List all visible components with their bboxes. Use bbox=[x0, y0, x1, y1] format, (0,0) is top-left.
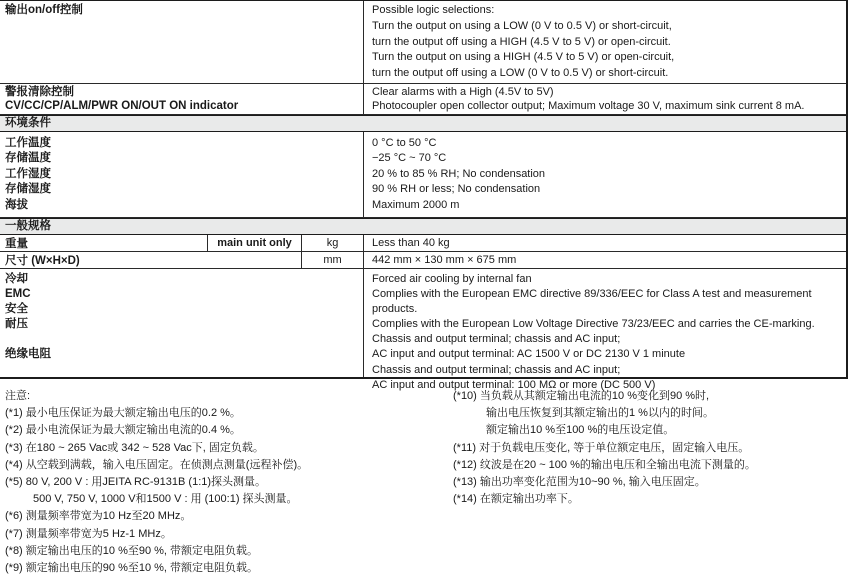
footnote: (*12) 纹波是在20 ~ 100 %的输出电压和全输出电流下测量的。 bbox=[453, 458, 756, 471]
label-text: 存储湿度 bbox=[5, 183, 51, 196]
footnote-continuation: 500 V, 750 V, 1000 V和1500 V : 用 (100:1) 探头测量。 bbox=[33, 493, 298, 506]
label-text: 工作湿度 bbox=[5, 167, 51, 180]
footnote: (*13) 输出功率变化范围为10~90 %, 输入电压固定。 bbox=[453, 476, 706, 489]
label-text: EMC bbox=[5, 288, 31, 301]
value-line: Maximum 2000 m bbox=[372, 198, 460, 211]
value-line: turn the output off using a HIGH (4.5 V to 5 V) or open-circuit. bbox=[372, 35, 671, 48]
weight-unit-text: kg bbox=[326, 237, 339, 249]
footnote: (*2) 最小电流保证为最大额定输出电流的0.4 %。 bbox=[5, 424, 241, 437]
label-text: 海拔 bbox=[5, 198, 28, 211]
label-text: 输出on/off控制 bbox=[5, 4, 83, 16]
row-label-output-control bbox=[0, 1, 364, 83]
footnote: (*5) 80 V, 200 V : 用JEITA RC-9131B (1:1)探头测量。 bbox=[5, 476, 267, 489]
value-line: 20 % to 85 % RH; No condensation bbox=[372, 167, 546, 180]
row-value-environment bbox=[364, 132, 846, 217]
label-text: 耐压 bbox=[5, 318, 28, 331]
weight-unit bbox=[302, 235, 364, 251]
value-line: 90 % RH or less; No condensation bbox=[372, 183, 541, 196]
value-line: 0 °C to 50 °C bbox=[372, 137, 437, 149]
value-line: AC input and output terminal: 100 MΩ or more (DC 500 V) bbox=[372, 378, 656, 391]
label-text bbox=[5, 363, 359, 378]
footnote: (*10) 当负载从其额定输出电流的10 %变化到90 %时, bbox=[453, 390, 710, 402]
row-value-general-block bbox=[364, 269, 846, 391]
footnote: (*1) 最小电压保证为最大额定输出电压的0.2 %。 bbox=[5, 407, 241, 420]
label-text: 存储温度 bbox=[5, 152, 51, 165]
footnote: (*11) 对于负载电压变化, 等于单位额定电压，固定输入电压。 bbox=[453, 441, 750, 454]
footnote: (*6) 测量频率带宽为10 Hz至20 MHz。 bbox=[5, 510, 192, 523]
weight-qualifier bbox=[207, 235, 302, 251]
weight-label: 重量 bbox=[5, 238, 28, 250]
footnote: (*9) 额定输出电压的90 %至10 %, 带额定电阻负载。 bbox=[5, 562, 259, 575]
value-line: Complies with the European EMC directive 89/336/EEC for Class A test and measurement products. bbox=[372, 288, 812, 316]
value-line: Complies with the European Low Voltage Directive 73/23/EEC and carries the CE-marking. bbox=[372, 318, 815, 331]
value-line: Chassis and output terminal; chassis and AC input; bbox=[372, 333, 621, 346]
row-label-environment bbox=[0, 132, 364, 217]
footnote-continuation: 输出电压恢复到其额定输出的1 %以内的时间。 bbox=[486, 407, 714, 420]
value-line: Turn the output on using a LOW (0 V to 0.5 V) or short-circuit, bbox=[372, 19, 672, 32]
footnotes-left-column bbox=[5, 388, 453, 577]
footnote: (*4) 从空载到满载，输入电压固定。在侦测点测量(远程补偿)。 bbox=[5, 458, 309, 471]
dimensions-unit bbox=[302, 252, 364, 268]
table-row-environment bbox=[0, 132, 846, 218]
footnote: (*14) 在额定输出功率下。 bbox=[453, 493, 579, 506]
label-text: 冷却 bbox=[5, 273, 28, 285]
label-text bbox=[5, 332, 359, 347]
value-line: Chassis and output terminal; chassis and AC input; bbox=[372, 363, 621, 376]
label-text: CV/CC/CP/ALM/PWR ON/OUT ON indicator bbox=[5, 99, 239, 112]
label-text: 绝缘电阻 bbox=[5, 348, 51, 361]
value-line: Photocoupler open collector output; Maximum voltage 30 V, maximum sink current 8 mA. bbox=[372, 99, 805, 112]
table-row-alarm-indicator bbox=[0, 84, 846, 115]
footnotes-right-column bbox=[453, 388, 852, 577]
table-row-output-control bbox=[0, 1, 846, 84]
label-text: 安全 bbox=[5, 303, 28, 316]
section-header-environment: 环境条件 bbox=[0, 115, 846, 132]
weight-qualifier-text: main unit only bbox=[217, 237, 292, 249]
value-line: Possible logic selections: bbox=[372, 4, 495, 16]
row-label-alarm-indicator bbox=[0, 84, 364, 114]
value-line: Forced air cooling by internal fan bbox=[372, 273, 532, 285]
section-header-general: 一般规格 bbox=[0, 218, 846, 235]
footnote: (*8) 额定输出电压的10 %至90 %, 带额定电阻负载。 bbox=[5, 544, 259, 557]
value-line: −25 °C ~ 70 °C bbox=[372, 152, 447, 165]
value-line: Turn the output on using a HIGH (4.5 V to 5 V) or open-circuit, bbox=[372, 51, 675, 64]
table-row-weight bbox=[0, 235, 846, 252]
footnotes bbox=[0, 379, 852, 577]
dimensions-value: 442 mm × 130 mm × 675 mm bbox=[372, 254, 517, 266]
table-row-dimensions bbox=[0, 252, 846, 269]
row-value-output-control bbox=[364, 1, 846, 83]
row-value-alarm-indicator bbox=[364, 84, 846, 114]
value-line: AC input and output terminal: AC 1500 V or DC 2130 V 1 minute bbox=[372, 348, 686, 361]
footnote-continuation: 额定输出10 %至100 %的电压设定值。 bbox=[486, 424, 675, 437]
footnote: (*3) 在180 ~ 265 Vac或 342 ~ 528 Vac下, 固定负载。 bbox=[5, 441, 264, 454]
dimensions-unit-text: mm bbox=[323, 254, 342, 266]
value-line: turn the output off using a LOW (0 V to 0.5 V) or short-circuit. bbox=[372, 67, 669, 80]
weight-value: Less than 40 kg bbox=[372, 237, 450, 249]
footnote: (*7) 测量频率带宽为5 Hz-1 MHz。 bbox=[5, 527, 172, 540]
label-text: 工作温度 bbox=[5, 137, 51, 149]
label-text: 警报清除控制 bbox=[5, 86, 74, 98]
dimensions-label: 尺寸 (W×H×D) bbox=[0, 252, 302, 268]
value-line: Clear alarms with a High (4.5V to 5V) bbox=[372, 86, 554, 98]
row-label-general-block bbox=[0, 269, 364, 377]
table-row-general-block bbox=[0, 269, 846, 391]
notes-title: 注意: bbox=[5, 390, 31, 402]
